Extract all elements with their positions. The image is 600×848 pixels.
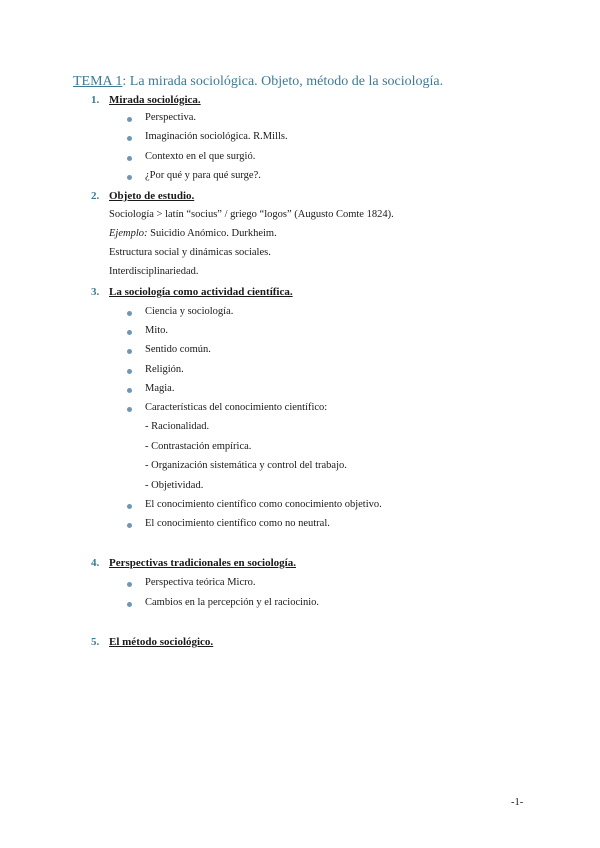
list-item-text: Perspectiva teórica Micro. (145, 577, 256, 588)
bullet-icon (127, 582, 132, 587)
bullet-icon (127, 523, 132, 528)
list-item-text: Contexto en el que surgió. (145, 151, 256, 162)
section-title: Perspectivas tradicionales en sociología. (109, 557, 296, 569)
list-item-text: Mito. (145, 325, 169, 336)
bullet-icon (127, 117, 132, 122)
text-line: Interdisciplinariedad. (109, 266, 199, 277)
bullet-icon (127, 349, 132, 354)
section-title: Objeto de estudio. (109, 190, 195, 202)
bullet-icon (127, 369, 132, 374)
section-number: 2. (91, 190, 100, 202)
text-line: Sociología > latín “socius” / griego “logos” (Augusto Comte 1824). (109, 209, 394, 220)
section-title: El método sociológico. (109, 636, 214, 648)
list-item-text: Perspectiva. (145, 112, 197, 123)
title-text: : La mirada sociológica. Objeto, método de la sociología. (122, 74, 444, 89)
section-title: La sociología como actividad científica. (109, 286, 293, 298)
page-number: -1- (511, 797, 524, 808)
section-number: 1. (91, 94, 100, 106)
list-item-text: Religión. (145, 364, 184, 375)
list-item-text: Sentido común. (145, 344, 211, 355)
text-line: Estructura social y dinámicas sociales. (109, 247, 271, 258)
list-item-text: Características del conocimiento científico: (145, 402, 328, 413)
text-line (109, 228, 277, 239)
page-title (73, 74, 443, 90)
sub-item: - Contrastación empírica. (145, 441, 252, 452)
list-item-text: El conocimiento científico como conocimiento objetivo. (145, 499, 382, 510)
bullet-icon (127, 388, 132, 393)
title-tema: TEMA 1 (73, 74, 123, 89)
section-title: Mirada sociológica. (109, 94, 201, 106)
bullet-icon (127, 136, 132, 141)
list-item-text: Magia. (145, 383, 175, 394)
section-number: 3. (91, 286, 100, 298)
sub-item: - Objetividad. (145, 480, 204, 491)
bullet-icon (127, 156, 132, 161)
section-number: 5. (91, 636, 100, 648)
example-label: Ejemplo: (109, 228, 148, 239)
list-item-text: Cambios en la percepción y el raciocinio. (145, 597, 320, 608)
list-item-text: El conocimiento científico como no neutral. (145, 518, 330, 529)
bullet-icon (127, 602, 132, 607)
bullet-icon (127, 407, 132, 412)
sub-item: - Organización sistemática y control del trabajo. (145, 460, 347, 471)
bullet-icon (127, 504, 132, 509)
list-item-text: Ciencia y sociología. (145, 306, 234, 317)
list-item-text: ¿Por qué y para qué surge?. (145, 170, 261, 181)
bullet-icon (127, 330, 132, 335)
sub-item: - Racionalidad. (145, 421, 210, 432)
bullet-icon (127, 175, 132, 180)
list-item-text: Imaginación sociológica. R.Mills. (145, 131, 288, 142)
bullet-icon (127, 311, 132, 316)
section-number: 4. (91, 557, 100, 569)
example-text: Suicidio Anómico. Durkheim. (150, 228, 277, 239)
